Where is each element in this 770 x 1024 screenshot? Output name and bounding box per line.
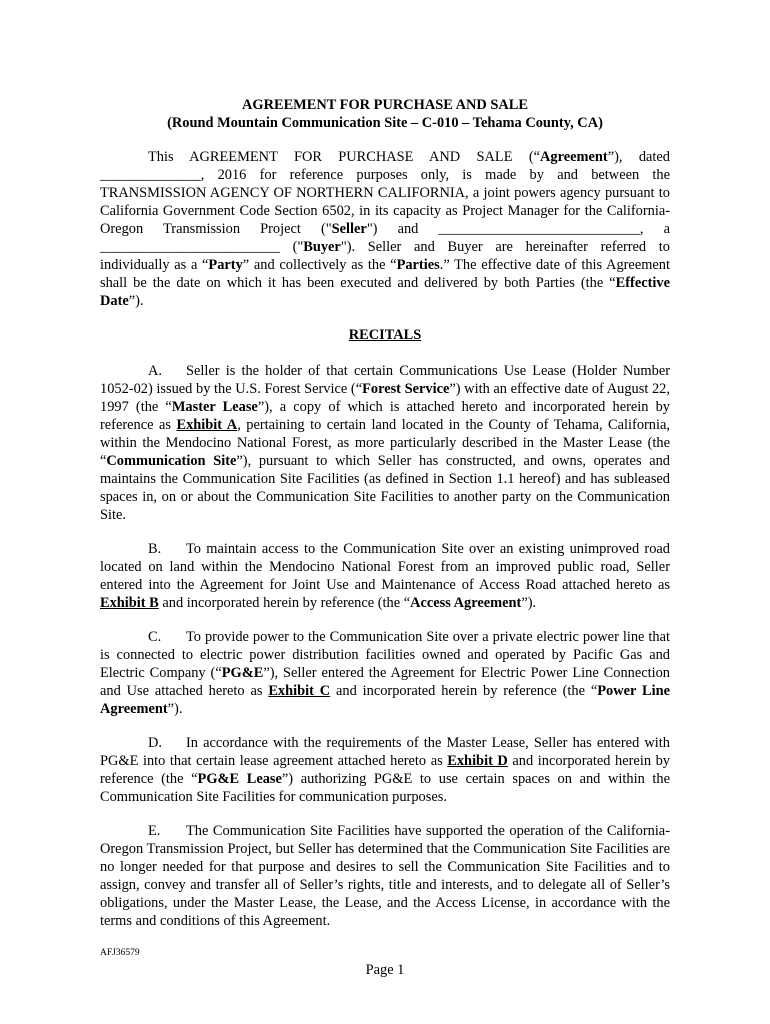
exhibit-c-ref: Exhibit C [268, 683, 331, 699]
exhibit-b-ref: Exhibit B [100, 595, 159, 611]
spacer [100, 612, 670, 628]
spacer [100, 524, 670, 540]
page-number: Page 1 [365, 962, 405, 978]
spacer [100, 132, 670, 148]
spacer [100, 806, 670, 822]
recital-a: A. Seller is the holder of that certain Communications Use Lease (Holder Number 1052-02) issued by the U.S. Forest Service (“Forest Service”) with an effective date of August 22, 1997 (the “Master Lease”), a copy of which is attached hereto and incorporated herein by reference as Exhibit A, pertaining to certain land located in the County of Tehama, California, within the Mendocino National Forest, as more particularly described in the Master Lease (the “Communication Site”), pursuant to which Seller has constructed, and owns, operates and maintains the Communication Site Facilities (as defined in Section 1.1 hereof) and has subleased spaces in, on or about the Communication Site Facilities to another party on the Communication Site. [100, 363, 670, 523]
exhibit-d-ref: Exhibit D [447, 753, 508, 769]
document-title: AGREEMENT FOR PURCHASE AND SALE [242, 97, 528, 113]
document-body [100, 96, 670, 930]
recitals-heading: RECITALS [348, 327, 422, 343]
recital-e: E. The Communication Site Facilities have supported the operation of the California-Oregon Transmission Project, but Seller has determined that the Communication Site Facilities are no longer needed for that purpose and desires to sell the Communication Site Facilities and to assign, convey and transfer all of Seller’s rights, title and interests, and to delegate all of Seller’s obligations, under the Master Lease, the Lease, and the Access License, in accordance with the terms and conditions of this Agreement. [100, 823, 670, 929]
recital-label: E. [148, 823, 161, 839]
recital-c: C. To provide power to the Communication Site over a private electric power line that is connected to electric power distribution facilities owned and operated by Pacific Gas and Electric Company (“PG&E”), Seller entered the Agreement for Electric Power Line Connection and Use attached hereto as Exhibit C and incorporated herein by reference (the “Power Line Agreement”). [100, 629, 671, 717]
recital-label: A. [148, 363, 162, 379]
recital-label: C. [148, 629, 162, 645]
recital-d: D. In accordance with the requirements of the Master Lease, Seller has entered with PG&E into that certain lease agreement attached hereto as Exhibit D and incorporated herein by reference (the “PG&E Lease”) authorizing PG&E to use certain spaces on and within the Communication Site Facilities for communication purposes. [100, 735, 670, 805]
document-id: AFJ36579 [100, 948, 140, 958]
document-subtitle: (Round Mountain Communication Site – C-010 – Tehama County, CA) [167, 115, 603, 131]
intro-paragraph: This AGREEMENT FOR PURCHASE AND SALE (“Agreement”), dated ______________, 2016 for reference purposes only, is made by and between the TRANSMISSION AGENCY OF NORTHERN CALIFORNIA, a joint powers agency pursuant to California Government Code Section 6502, in its capacity as Project Manager for the California-Oregon Transmission Project ("Seller") and ____________________________, a _________________________ ("Buyer"). Seller and Buyer are hereinafter referred to individually as a “Party” and collectively as the “Parties.” The effective date of this Agreement shall be the date on which it has been executed and delivered by both Parties (the “Effective Date”). [100, 149, 671, 309]
recital-label: B. [148, 541, 162, 557]
recital-label: D. [148, 735, 162, 751]
recital-b: B. To maintain access to the Communication Site over an existing unimproved road located on land within the Mendocino National Forest from an improved public road, Seller entered into the Agreement for Joint Use and Maintenance of Access Road attached hereto as Exhibit B and incorporated herein by reference (the “Access Agreement”). [100, 541, 670, 611]
exhibit-a-ref: Exhibit A [176, 417, 238, 433]
spacer [100, 718, 670, 734]
